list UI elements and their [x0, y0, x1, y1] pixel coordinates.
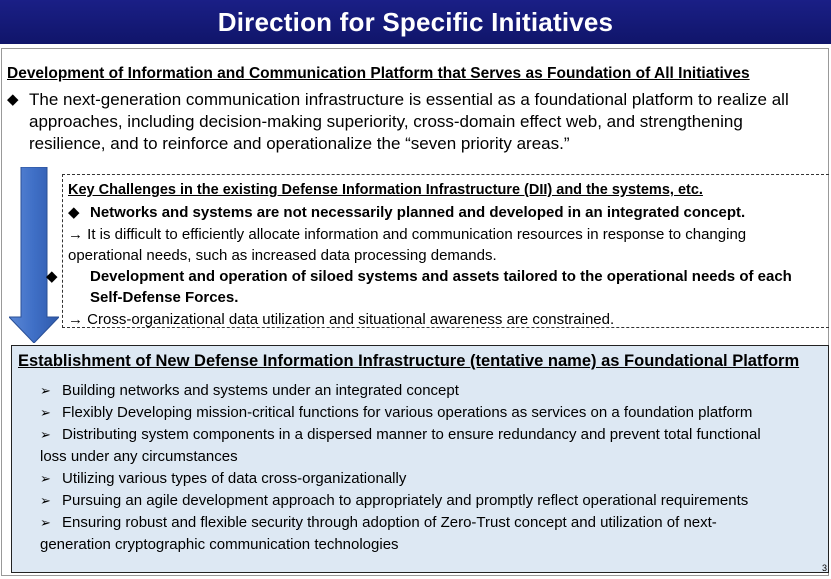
arrow-bullet-icon: ➢	[40, 427, 51, 442]
diamond-bullet-icon: ◆	[68, 204, 80, 221]
list-item-text: Ensuring robust and flexible security through adoption of Zero-Trust concept and utilization of next-	[62, 514, 717, 531]
challenge-item	[68, 202, 828, 223]
establishment-heading: Establishment of New Defense Information Infrastructure (tentative name) as Foundational Platform	[18, 352, 800, 370]
list-item-text: Building networks and systems under an integrated concept	[62, 382, 459, 399]
challenge-text: Networks and systems are not necessarily planned and developed in an integrated concept.	[90, 204, 746, 221]
challenge-result: → It is difficult to efficiently allocate information and communication resources in response to changing	[68, 226, 747, 243]
diamond-bullet-icon: ◆	[7, 91, 19, 108]
page-title: Direction for Specific Initiatives	[217, 7, 614, 37]
page-number: 3	[821, 563, 827, 573]
list-item-text: Flexibly Developing mission-critical functions for various operations as services on a foundation platform	[62, 404, 753, 421]
challenges-heading: Key Challenges in the existing Defense Information Infrastructure (DII) and the systems, etc.	[68, 182, 703, 198]
arrow-bullet-icon: ➢	[40, 471, 51, 486]
section-heading: Development of Information and Communication Platform that Serves as Foundation of All Initiatives	[7, 65, 750, 82]
list-item-continuation: generation cryptographic communication technologies	[40, 536, 399, 553]
list-item	[40, 380, 820, 402]
arrow-bullet-icon: ➢	[40, 383, 51, 398]
list-item	[40, 402, 820, 424]
challenge-result: operational needs, such as increased data processing demands.	[68, 247, 497, 264]
section-intro	[7, 89, 822, 155]
list-item-text: Utilizing various types of data cross-organizationally	[62, 470, 407, 487]
list-item	[40, 424, 820, 446]
diamond-bullet-icon: ◆	[46, 268, 58, 285]
intro-text: The next-generation communication infrastructure is essential as a foundational platform to realize all approaches, including decision-making superiority, cross-domain effect web, and strengthening resilience, and to reinforce and operationalize the “seven priority areas.”	[29, 90, 789, 153]
list-item-text: Pursuing an agile development approach to appropriately and promptly reflect operational requirements	[62, 492, 749, 509]
list-item-continuation: loss under any circumstances	[40, 448, 238, 465]
list-item	[40, 468, 820, 490]
arrow-bullet-icon: ➢	[40, 405, 51, 420]
arrow-bullet-icon: ➢	[40, 515, 51, 530]
list-item	[40, 490, 820, 512]
challenge-text: Development and operation of siloed systems and assets tailored to the operational needs of each Self-Defense Forces.	[90, 268, 792, 306]
title-bar	[0, 0, 831, 44]
down-arrow-icon	[9, 167, 59, 343]
list-item-text: Distributing system components in a dispersed manner to ensure redundancy and prevent total functional	[62, 426, 761, 443]
arrow-bullet-icon: ➢	[40, 493, 51, 508]
challenge-item	[46, 266, 828, 308]
list-item	[40, 512, 820, 534]
challenge-result: → Cross-organizational data utilization and situational awareness are constrained.	[68, 311, 615, 328]
